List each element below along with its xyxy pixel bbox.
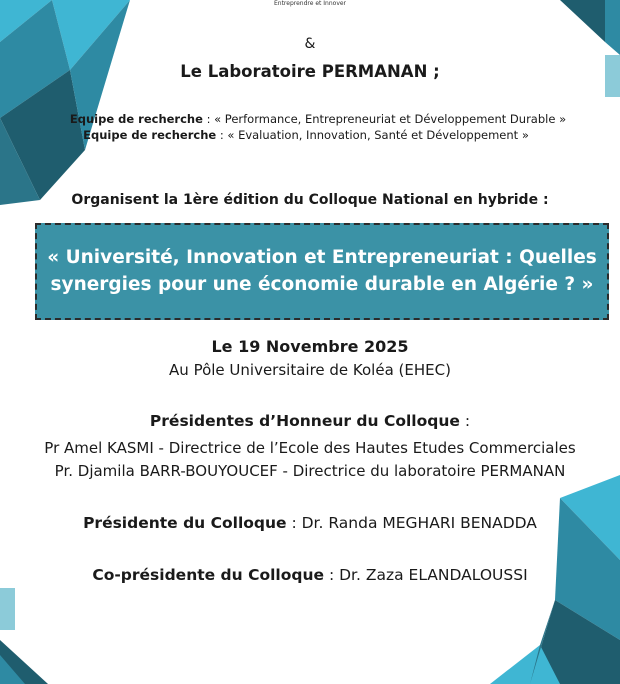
event-venue: Au Pôle Universitaire de Koléa (EHEC) — [169, 361, 451, 379]
co-president-line — [0, 566, 620, 584]
research-team-name: : « Evaluation, Innovation, Santé et Développement » — [216, 128, 529, 142]
organize-line: Organisent la 1ère édition du Colloque National en hybride : — [71, 192, 549, 208]
theme-line-2: synergies pour une économie durable en Algérie ? » — [50, 274, 594, 295]
president-line — [0, 514, 620, 532]
president-name: : Dr. Randa MEGHARI BENADDA — [286, 514, 537, 532]
honorary-member-2: Pr. Djamila BARR-BOUYOUCEF - Directrice du laboratoire PERMANAN — [54, 462, 566, 480]
tagline: Entreprendre et Innover — [273, 0, 347, 7]
research-team-1 — [8, 112, 620, 126]
co-president-name: : Dr. Zaza ELANDALOUSSI — [324, 566, 528, 584]
honorary-title — [0, 412, 620, 430]
ampersand: & — [304, 36, 316, 52]
event-date: Le 19 Novembre 2025 — [211, 337, 409, 356]
honorary-title-suffix: : — [459, 412, 471, 430]
lab-title: Le Laboratoire PERMANAN ; — [180, 62, 440, 81]
co-president-label: Co-présidente du Colloque — [92, 566, 325, 584]
research-team-label: Equipe de recherche — [69, 112, 203, 126]
research-team-label: Equipe de recherche — [83, 128, 217, 142]
research-team-name: : « Performance, Entrepreneuriat et Développement Durable » — [202, 112, 567, 126]
theme-box — [35, 223, 609, 320]
theme-line-1: « Université, Innovation et Entrepreneuriat : Quelles — [47, 247, 597, 268]
honorary-member-1: Pr Amel KASMI - Directrice de l’Ecole des Hautes Etudes Commerciales — [44, 439, 576, 457]
president-label: Présidente du Colloque — [83, 514, 287, 532]
research-team-2 — [0, 128, 616, 142]
honorary-title-label: Présidentes d’Honneur du Colloque — [149, 412, 460, 430]
